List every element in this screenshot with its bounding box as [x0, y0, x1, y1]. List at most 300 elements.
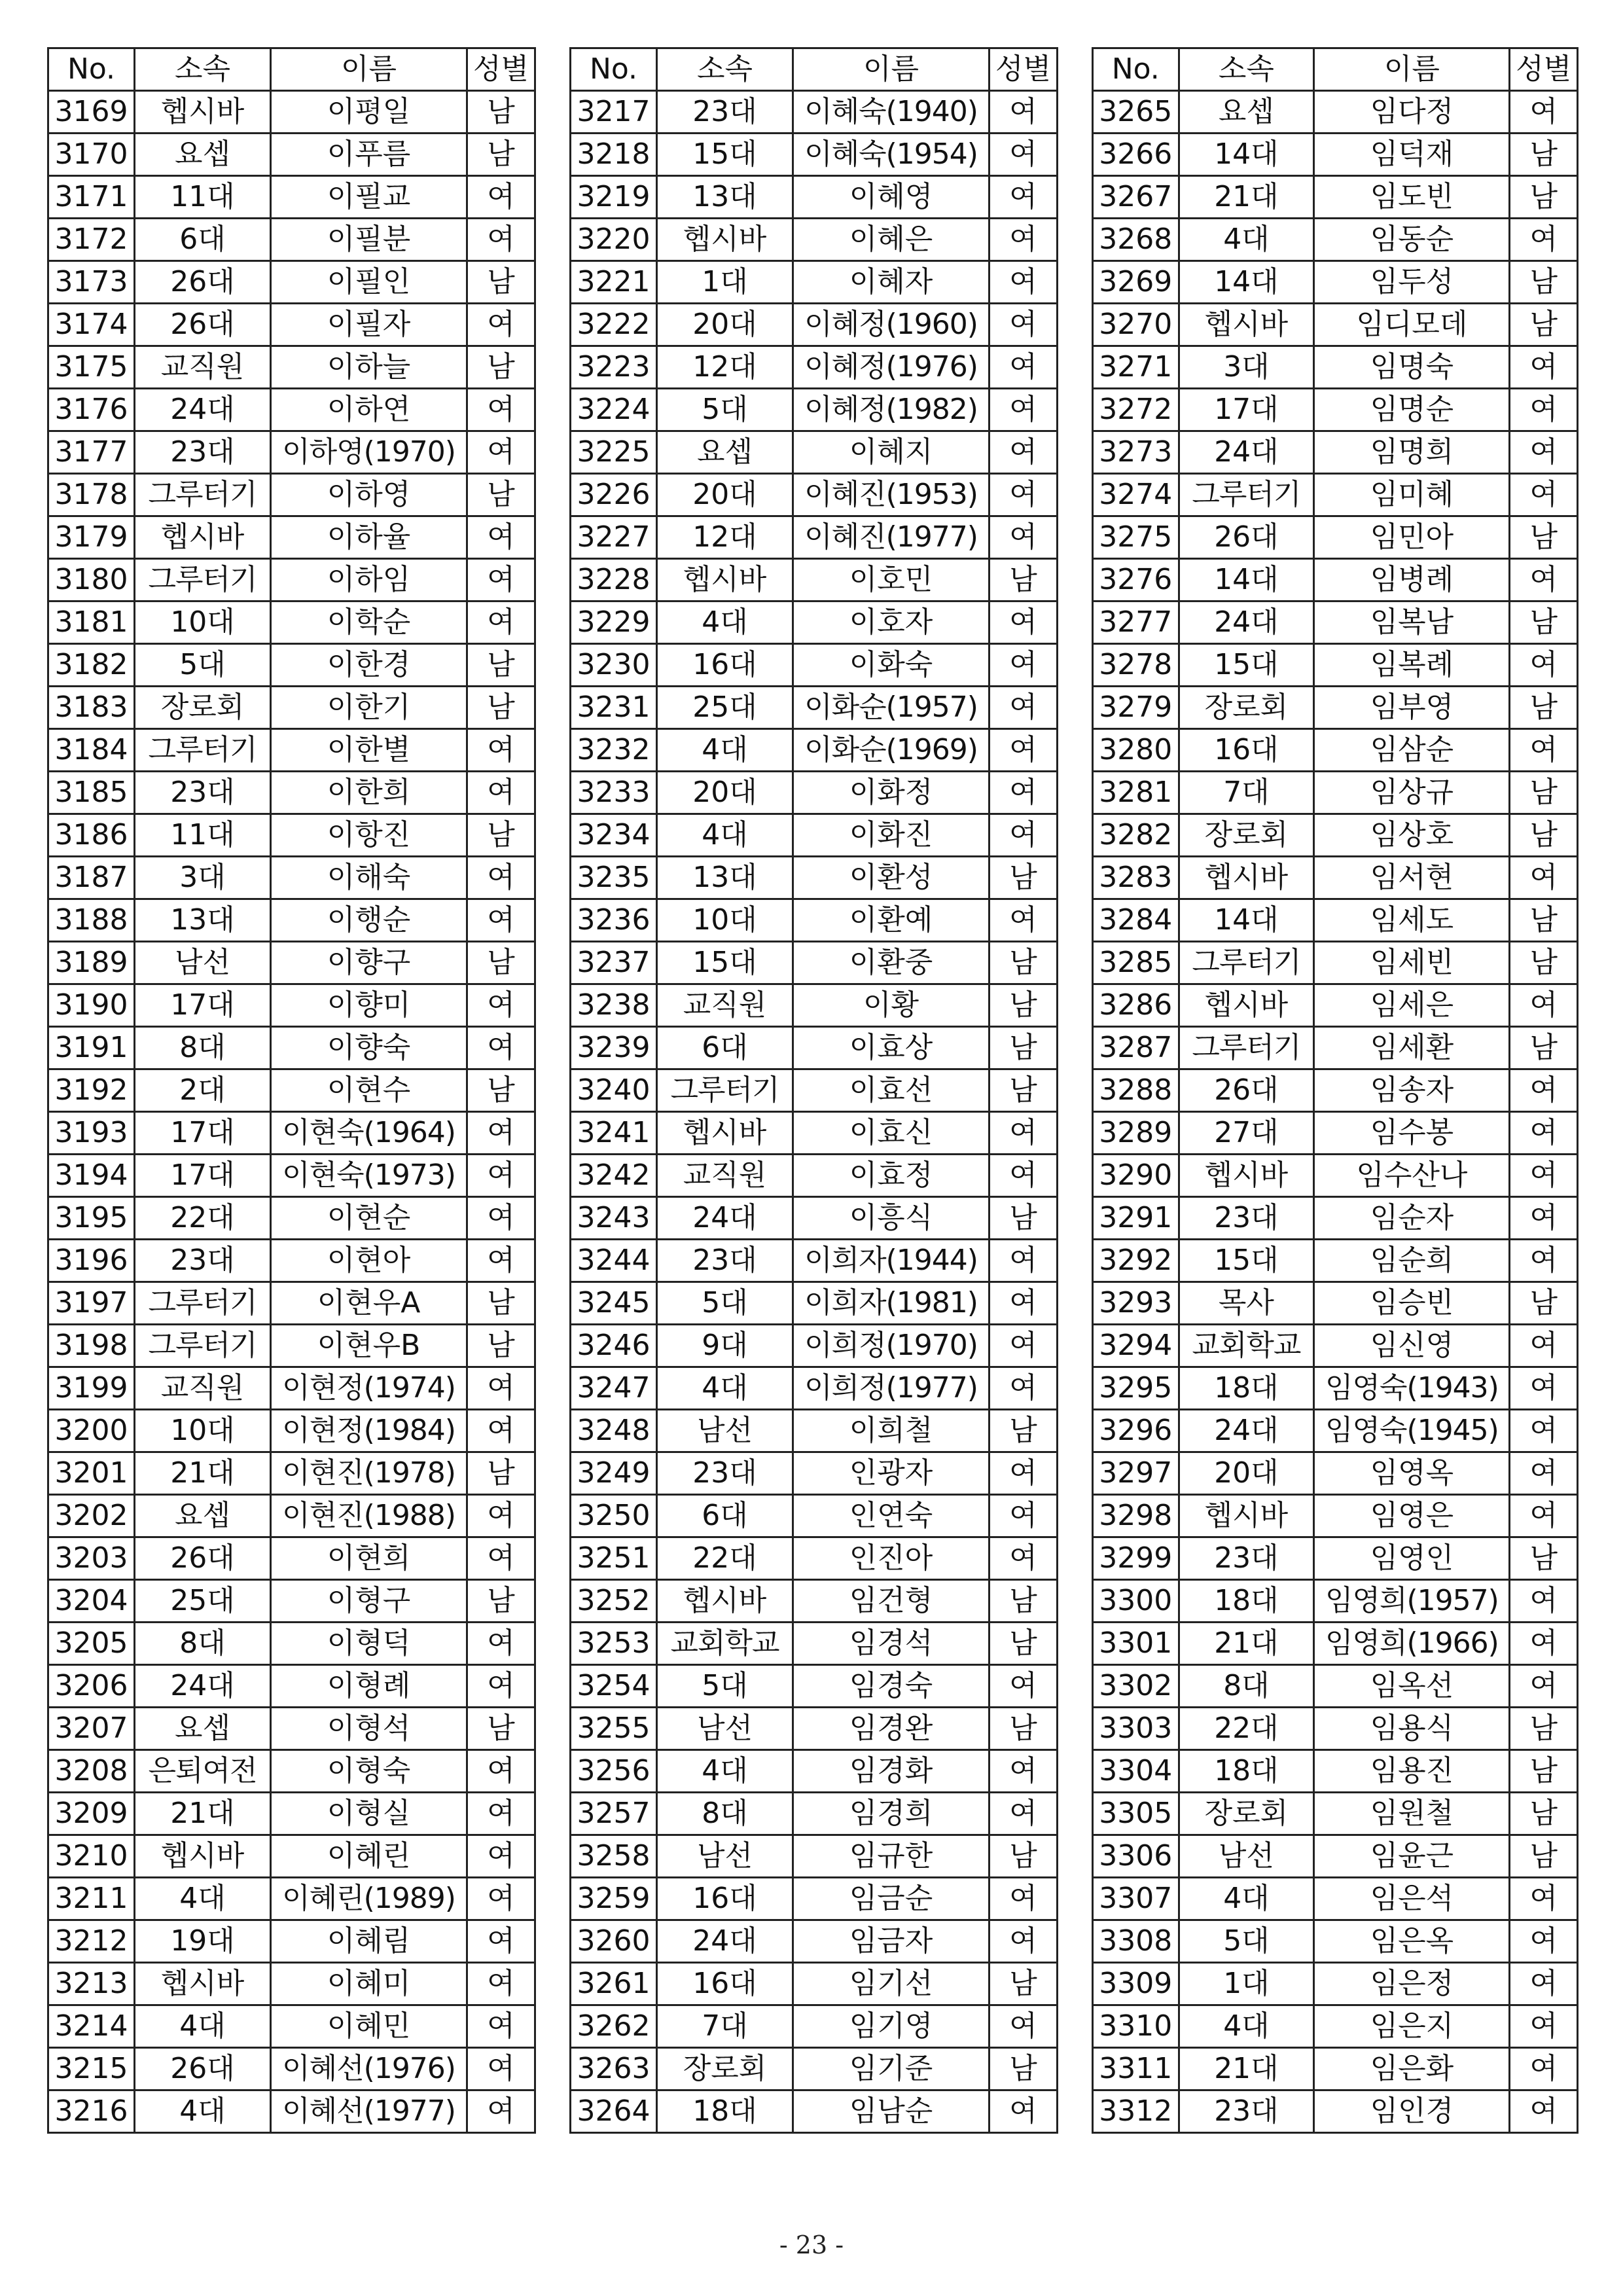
- table-row: [1093, 2048, 1578, 2090]
- table-row: [1093, 346, 1578, 389]
- table-row: [48, 304, 535, 346]
- member-name: 이형숙: [271, 1750, 467, 1793]
- table-row: [571, 1750, 1058, 1793]
- table-row: [48, 431, 535, 474]
- member-sex: 남: [990, 559, 1058, 601]
- member-name: 이형석: [271, 1708, 467, 1750]
- member-name: 이혜미: [271, 1963, 467, 2005]
- member-sex: 남: [1510, 176, 1578, 219]
- member-sex: 남: [1510, 1537, 1578, 1580]
- member-sex: 남: [990, 1963, 1058, 2005]
- member-no: 3279: [1093, 687, 1179, 729]
- member-sex: 여: [990, 899, 1058, 942]
- member-name: 이희자(1944): [793, 1240, 990, 1282]
- member-no: 3186: [48, 814, 135, 857]
- member-sex: 여: [467, 1155, 535, 1197]
- table-row: [571, 389, 1058, 431]
- member-name: 임경완: [793, 1708, 990, 1750]
- member-group: 1대: [1179, 1963, 1314, 2005]
- member-group: 6대: [657, 1027, 793, 1069]
- member-sex: 여: [467, 729, 535, 772]
- member-name: 임영은: [1314, 1495, 1510, 1537]
- table-row: [48, 857, 535, 899]
- member-name: 임규한: [793, 1835, 990, 1878]
- member-no: 3278: [1093, 644, 1179, 687]
- member-sex: 남: [467, 346, 535, 389]
- member-no: 3240: [571, 1069, 657, 1112]
- member-name: 이효선: [793, 1069, 990, 1112]
- member-name: 임동순: [1314, 219, 1510, 261]
- member-no: 3297: [1093, 1452, 1179, 1495]
- member-sex: 남: [990, 1835, 1058, 1878]
- table-row: [1093, 559, 1578, 601]
- member-no: 3202: [48, 1495, 135, 1537]
- member-name: 이혜정(1982): [793, 389, 990, 431]
- header-name: 이름: [793, 48, 990, 91]
- member-no: 3175: [48, 346, 135, 389]
- member-group: 23대: [135, 431, 271, 474]
- member-name: 이향숙: [271, 1027, 467, 1069]
- member-group: 10대: [135, 601, 271, 644]
- member-group: 20대: [657, 474, 793, 516]
- member-sex: 여: [1510, 1623, 1578, 1665]
- member-sex: 여: [467, 219, 535, 261]
- member-group: 교직원: [135, 346, 271, 389]
- member-sex: 여: [467, 176, 535, 219]
- member-sex: 남: [990, 1580, 1058, 1623]
- table-row: [1093, 134, 1578, 176]
- member-name: 이효신: [793, 1112, 990, 1155]
- member-name: 임경화: [793, 1750, 990, 1793]
- member-group: 10대: [135, 1410, 271, 1452]
- table-row: [571, 687, 1058, 729]
- member-name: 이하영: [271, 474, 467, 516]
- member-sex: 여: [990, 1537, 1058, 1580]
- member-name: 이하임: [271, 559, 467, 601]
- member-no: 3170: [48, 134, 135, 176]
- member-sex: 남: [1510, 772, 1578, 814]
- member-no: 3270: [1093, 304, 1179, 346]
- member-sex: 여: [1510, 1155, 1578, 1197]
- member-group: 16대: [1179, 729, 1314, 772]
- member-sex: 남: [1510, 1708, 1578, 1750]
- member-group: 5대: [657, 1282, 793, 1325]
- member-sex: 남: [1510, 134, 1578, 176]
- table-row: [48, 2090, 535, 2133]
- member-no: 3284: [1093, 899, 1179, 942]
- table-row: [571, 1367, 1058, 1410]
- member-group: 24대: [657, 1920, 793, 1963]
- table-row: [1093, 601, 1578, 644]
- member-sex: 남: [1510, 814, 1578, 857]
- member-name: 임은화: [1314, 2048, 1510, 2090]
- header-sex: 성별: [467, 48, 535, 91]
- member-sex: 남: [990, 1197, 1058, 1240]
- member-name: 임상호: [1314, 814, 1510, 857]
- header-group: 소속: [657, 48, 793, 91]
- member-sex: 여: [1510, 2005, 1578, 2048]
- member-group: 12대: [657, 346, 793, 389]
- member-group: 그루터기: [135, 559, 271, 601]
- table-row: [571, 1282, 1058, 1325]
- member-sex: 여: [1510, 1580, 1578, 1623]
- member-no: 3221: [571, 261, 657, 304]
- table-row: [48, 729, 535, 772]
- member-name: 임윤근: [1314, 1835, 1510, 1878]
- member-no: 3195: [48, 1197, 135, 1240]
- table-row: [571, 1155, 1058, 1197]
- table-row: [48, 1367, 535, 1410]
- table-row: [1093, 389, 1578, 431]
- header-row: [48, 48, 535, 91]
- table-row: [571, 2005, 1058, 2048]
- table-row: [571, 219, 1058, 261]
- member-no: 3262: [571, 2005, 657, 2048]
- member-name: 이항진: [271, 814, 467, 857]
- member-name: 임서현: [1314, 857, 1510, 899]
- member-sex: 여: [467, 1878, 535, 1920]
- member-sex: 여: [990, 91, 1058, 134]
- member-name: 이화순(1957): [793, 687, 990, 729]
- table-row: [1093, 1027, 1578, 1069]
- member-name: 이필자: [271, 304, 467, 346]
- member-no: 3197: [48, 1282, 135, 1325]
- member-group: 그루터기: [1179, 942, 1314, 984]
- member-name: 이형덕: [271, 1623, 467, 1665]
- member-sex: 여: [990, 1155, 1058, 1197]
- member-name: 인연숙: [793, 1495, 990, 1537]
- member-no: 3225: [571, 431, 657, 474]
- member-sex: 여: [990, 601, 1058, 644]
- member-name: 임신영: [1314, 1325, 1510, 1367]
- member-group: 장로회: [1179, 814, 1314, 857]
- member-no: 3183: [48, 687, 135, 729]
- member-name: 이해숙: [271, 857, 467, 899]
- member-no: 3289: [1093, 1112, 1179, 1155]
- member-group: 24대: [135, 1665, 271, 1708]
- table-row: [1093, 516, 1578, 559]
- table-row: [48, 1580, 535, 1623]
- member-group: 15대: [657, 134, 793, 176]
- member-group: 25대: [657, 687, 793, 729]
- table-row: [48, 899, 535, 942]
- member-name: 임기영: [793, 2005, 990, 2048]
- member-group: 그루터기: [1179, 1027, 1314, 1069]
- member-no: 3207: [48, 1708, 135, 1750]
- member-name: 이혜린(1989): [271, 1878, 467, 1920]
- member-sex: 여: [1510, 1878, 1578, 1920]
- member-no: 3257: [571, 1793, 657, 1835]
- table-row: [1093, 1623, 1578, 1665]
- member-no: 3194: [48, 1155, 135, 1197]
- member-sex: 여: [1510, 857, 1578, 899]
- table-row: [48, 176, 535, 219]
- member-name: 이혜숙(1940): [793, 91, 990, 134]
- table-row: [1093, 431, 1578, 474]
- table-row: [1093, 899, 1578, 942]
- member-group: 18대: [657, 2090, 793, 2133]
- member-no: 3196: [48, 1240, 135, 1282]
- table-row: [48, 1708, 535, 1750]
- member-no: 3300: [1093, 1580, 1179, 1623]
- member-name: 이현숙(1973): [271, 1155, 467, 1197]
- member-name: 이혜민: [271, 2005, 467, 2048]
- member-no: 3198: [48, 1325, 135, 1367]
- member-sex: 여: [1510, 1367, 1578, 1410]
- table-row: [1093, 2090, 1578, 2133]
- member-group: 20대: [657, 304, 793, 346]
- table-row: [48, 389, 535, 431]
- table-row: [1093, 176, 1578, 219]
- member-group: 3대: [135, 857, 271, 899]
- member-sex: 여: [467, 772, 535, 814]
- member-group: 요셉: [1179, 91, 1314, 134]
- member-no: 3172: [48, 219, 135, 261]
- header-name: 이름: [271, 48, 467, 91]
- table-row: [571, 1069, 1058, 1112]
- member-group: 24대: [657, 1197, 793, 1240]
- member-name: 인광자: [793, 1452, 990, 1495]
- member-group: 26대: [135, 261, 271, 304]
- member-sex: 여: [467, 1112, 535, 1155]
- member-name: 이현희: [271, 1537, 467, 1580]
- member-no: 3295: [1093, 1367, 1179, 1410]
- member-group: 헵시바: [135, 516, 271, 559]
- member-name: 임영희(1966): [1314, 1623, 1510, 1665]
- table-row: [48, 1623, 535, 1665]
- page-number: - 23 -: [779, 2231, 844, 2259]
- member-group: 교직원: [657, 984, 793, 1027]
- member-sex: 남: [467, 1708, 535, 1750]
- member-name: 임기준: [793, 2048, 990, 2090]
- member-no: 3312: [1093, 2090, 1179, 2133]
- table-row: [48, 1750, 535, 1793]
- member-sex: 남: [1510, 1282, 1578, 1325]
- table-row: [1093, 1367, 1578, 1410]
- member-sex: 남: [990, 1027, 1058, 1069]
- member-no: 3296: [1093, 1410, 1179, 1452]
- member-no: 3177: [48, 431, 135, 474]
- member-group: 21대: [135, 1793, 271, 1835]
- member-sex: 여: [990, 2005, 1058, 2048]
- member-no: 3288: [1093, 1069, 1179, 1112]
- member-no: 3252: [571, 1580, 657, 1623]
- member-no: 3294: [1093, 1325, 1179, 1367]
- member-sex: 여: [990, 1878, 1058, 1920]
- member-no: 3229: [571, 601, 657, 644]
- table-row: [571, 1963, 1058, 2005]
- table-row: [571, 474, 1058, 516]
- member-sex: 여: [1510, 1665, 1578, 1708]
- member-group: 교회학교: [1179, 1325, 1314, 1367]
- table-row: [571, 1325, 1058, 1367]
- member-no: 3261: [571, 1963, 657, 2005]
- member-sex: 여: [1510, 559, 1578, 601]
- member-sex: 여: [1510, 1452, 1578, 1495]
- table-row: [48, 1155, 535, 1197]
- member-sex: 여: [1510, 984, 1578, 1027]
- member-group: 헵시바: [1179, 1155, 1314, 1197]
- table-row: [1093, 1878, 1578, 1920]
- table-row: [571, 91, 1058, 134]
- member-group: 요셉: [135, 1495, 271, 1537]
- member-no: 3209: [48, 1793, 135, 1835]
- member-sex: 남: [990, 857, 1058, 899]
- member-sex: 여: [990, 1793, 1058, 1835]
- member-sex: 남: [990, 1623, 1058, 1665]
- member-sex: 남: [990, 984, 1058, 1027]
- member-no: 3222: [571, 304, 657, 346]
- member-no: 3203: [48, 1537, 135, 1580]
- member-group: 4대: [657, 814, 793, 857]
- member-no: 3280: [1093, 729, 1179, 772]
- table-row: [1093, 261, 1578, 304]
- member-sex: 남: [1510, 601, 1578, 644]
- member-sex: 여: [467, 1197, 535, 1240]
- member-group: 13대: [657, 857, 793, 899]
- member-group: 23대: [1179, 1197, 1314, 1240]
- table-row: [571, 1708, 1058, 1750]
- member-no: 3253: [571, 1623, 657, 1665]
- member-sex: 남: [467, 942, 535, 984]
- member-name: 임명희: [1314, 431, 1510, 474]
- header-no: No.: [1093, 48, 1179, 91]
- member-group: 13대: [135, 899, 271, 942]
- member-no: 3276: [1093, 559, 1179, 601]
- member-no: 3303: [1093, 1708, 1179, 1750]
- member-name: 임은옥: [1314, 1920, 1510, 1963]
- member-group: 21대: [135, 1452, 271, 1495]
- member-sex: 여: [990, 516, 1058, 559]
- table-row: [1093, 687, 1578, 729]
- member-name: 임영옥: [1314, 1452, 1510, 1495]
- member-name: 이하연: [271, 389, 467, 431]
- table-row: [48, 2005, 535, 2048]
- member-group: 4대: [135, 2005, 271, 2048]
- table-row: [48, 984, 535, 1027]
- member-sex: 여: [990, 346, 1058, 389]
- member-sex: 여: [990, 474, 1058, 516]
- member-sex: 여: [1510, 1240, 1578, 1282]
- member-no: 3233: [571, 772, 657, 814]
- table-row: [571, 772, 1058, 814]
- member-sex: 여: [467, 389, 535, 431]
- member-sex: 여: [990, 1495, 1058, 1537]
- table-row: [48, 814, 535, 857]
- member-no: 3171: [48, 176, 135, 219]
- member-sex: 여: [990, 729, 1058, 772]
- member-name: 인진아: [793, 1537, 990, 1580]
- member-no: 3217: [571, 91, 657, 134]
- table-row: [571, 516, 1058, 559]
- member-name: 이화숙: [793, 644, 990, 687]
- table-row: [571, 1835, 1058, 1878]
- member-group: 헵시바: [657, 219, 793, 261]
- table-row: [48, 261, 535, 304]
- member-name: 이효정: [793, 1155, 990, 1197]
- member-group: 헵시바: [1179, 857, 1314, 899]
- member-no: 3309: [1093, 1963, 1179, 2005]
- member-name: 이현아: [271, 1240, 467, 1282]
- member-no: 3290: [1093, 1155, 1179, 1197]
- member-no: 3264: [571, 2090, 657, 2133]
- member-sex: 여: [467, 2090, 535, 2133]
- member-sex: 남: [1510, 304, 1578, 346]
- member-name: 이희정(1970): [793, 1325, 990, 1367]
- member-name: 이희자(1981): [793, 1282, 990, 1325]
- member-sex: 여: [467, 1750, 535, 1793]
- table-row: [571, 1027, 1058, 1069]
- table-row: [48, 474, 535, 516]
- member-group: 그루터기: [657, 1069, 793, 1112]
- member-sex: 남: [467, 91, 535, 134]
- member-group: 2대: [135, 1069, 271, 1112]
- member-no: 3272: [1093, 389, 1179, 431]
- member-group: 헵시바: [135, 91, 271, 134]
- member-group: 23대: [1179, 2090, 1314, 2133]
- member-no: 3219: [571, 176, 657, 219]
- member-sex: 여: [467, 1495, 535, 1537]
- member-no: 3242: [571, 1155, 657, 1197]
- member-group: 23대: [1179, 1537, 1314, 1580]
- member-name: 임건형: [793, 1580, 990, 1623]
- member-no: 3231: [571, 687, 657, 729]
- member-no: 3274: [1093, 474, 1179, 516]
- table-row: [571, 176, 1058, 219]
- member-name: 임기선: [793, 1963, 990, 2005]
- table-row: [1093, 857, 1578, 899]
- member-no: 3215: [48, 2048, 135, 2090]
- member-no: 3298: [1093, 1495, 1179, 1537]
- member-group: 21대: [1179, 1623, 1314, 1665]
- member-no: 3302: [1093, 1665, 1179, 1708]
- member-sex: 여: [990, 1112, 1058, 1155]
- member-group: 15대: [657, 942, 793, 984]
- member-name: 임순자: [1314, 1197, 1510, 1240]
- member-no: 3285: [1093, 942, 1179, 984]
- table-row: [1093, 1580, 1578, 1623]
- member-no: 3293: [1093, 1282, 1179, 1325]
- member-no: 3218: [571, 134, 657, 176]
- member-no: 3263: [571, 2048, 657, 2090]
- header-group: 소속: [135, 48, 271, 91]
- roster-sheet: [47, 47, 1578, 2207]
- member-group: 22대: [1179, 1708, 1314, 1750]
- member-name: 임세은: [1314, 984, 1510, 1027]
- member-name: 임경석: [793, 1623, 990, 1665]
- member-name: 임세환: [1314, 1027, 1510, 1069]
- member-sex: 여: [990, 134, 1058, 176]
- roster-table-1: [47, 47, 536, 2134]
- member-sex: 남: [467, 474, 535, 516]
- table-row: [1093, 942, 1578, 984]
- member-group: 23대: [657, 1240, 793, 1282]
- table-row: [1093, 814, 1578, 857]
- table-row: [1093, 1155, 1578, 1197]
- table-row: [571, 942, 1058, 984]
- table-row: [48, 1665, 535, 1708]
- member-name: 이형실: [271, 1793, 467, 1835]
- table-row: [1093, 1325, 1578, 1367]
- member-no: 3227: [571, 516, 657, 559]
- member-name: 임도빈: [1314, 176, 1510, 219]
- member-sex: 여: [1510, 1920, 1578, 1963]
- member-no: 3283: [1093, 857, 1179, 899]
- member-group: 26대: [135, 2048, 271, 2090]
- member-no: 3169: [48, 91, 135, 134]
- member-name: 임명숙: [1314, 346, 1510, 389]
- table-row: [48, 1920, 535, 1963]
